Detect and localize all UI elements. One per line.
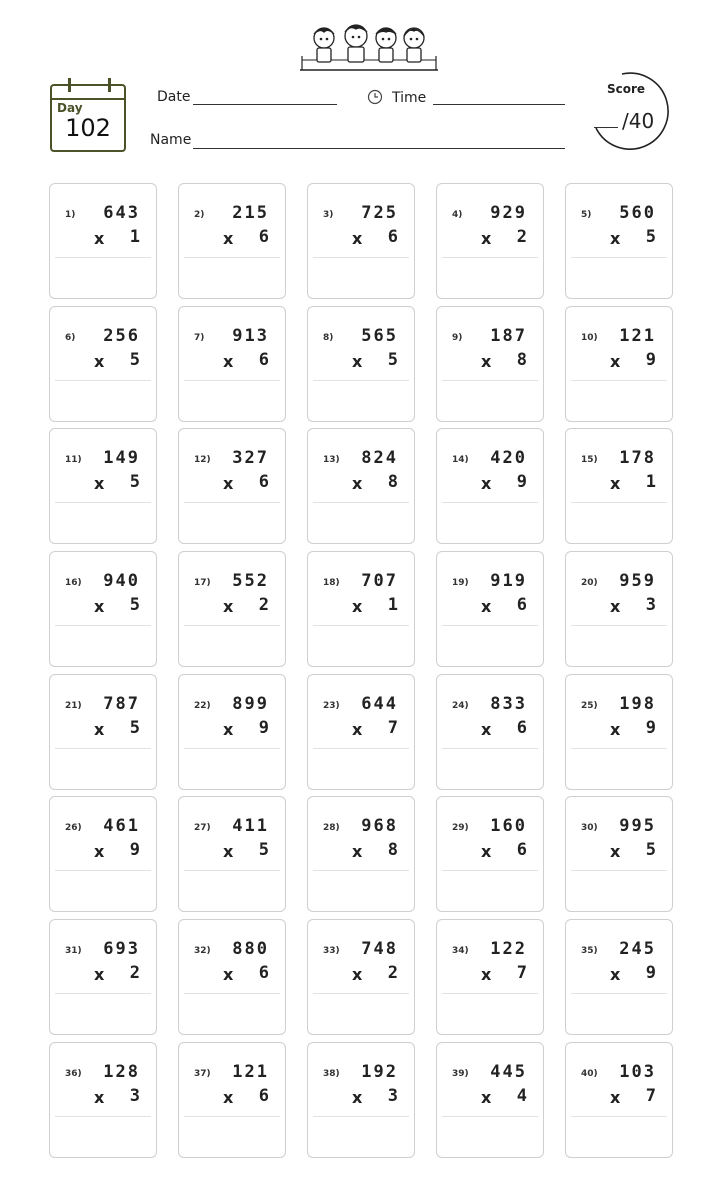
- problem-card: [307, 428, 415, 544]
- multiply-sign: x: [223, 351, 234, 371]
- problem-card: [178, 674, 286, 790]
- multiplier: 9: [129, 840, 140, 861]
- problem-card: [565, 674, 673, 790]
- answer-line[interactable]: [313, 257, 409, 258]
- answer-line[interactable]: [55, 870, 151, 871]
- multiply-sign: x: [481, 719, 492, 739]
- multiplier: 3: [387, 1085, 398, 1106]
- multiplier: 6: [516, 840, 527, 861]
- problem-card: [565, 551, 673, 667]
- multiplicand: 940: [103, 571, 140, 592]
- multiplier: 7: [387, 717, 398, 738]
- problem-card: [565, 1042, 673, 1158]
- problem-number: 23): [323, 700, 340, 711]
- multiply-sign: x: [94, 842, 105, 862]
- name-field[interactable]: [193, 148, 565, 149]
- day-number: 102: [65, 114, 111, 142]
- problem-card: [178, 919, 286, 1035]
- multiply-sign: x: [223, 965, 234, 985]
- problem-number: 34): [452, 946, 469, 957]
- multiply-sign: x: [223, 719, 234, 739]
- multiplicand: 644: [361, 693, 398, 714]
- multiplicand: 968: [361, 816, 398, 837]
- multiply-sign: x: [94, 229, 105, 248]
- multiplier: 1: [129, 227, 140, 247]
- answer-line[interactable]: [571, 870, 667, 871]
- answer-line[interactable]: [55, 380, 151, 381]
- problem-number: 7): [194, 332, 205, 343]
- multiply-sign: x: [610, 1087, 621, 1107]
- multiplier: 3: [129, 1085, 140, 1106]
- problem-number: 28): [323, 823, 340, 834]
- problem-card: [307, 796, 415, 912]
- multiplicand: 643: [103, 203, 140, 223]
- multiplicand: 121: [232, 1061, 269, 1082]
- multiplicand: 160: [490, 816, 527, 837]
- answer-line[interactable]: [442, 748, 538, 749]
- multiplicand: 122: [490, 939, 527, 960]
- problem-card: [436, 1042, 544, 1158]
- multiplier: 2: [387, 963, 398, 984]
- multiply-sign: x: [352, 597, 363, 617]
- multiplier: 9: [645, 963, 656, 984]
- problem-number: 25): [581, 700, 598, 711]
- multiplier: 6: [258, 963, 269, 984]
- multiplier: 2: [516, 227, 527, 247]
- multiplicand: 560: [619, 203, 656, 223]
- problem-number: 8): [323, 332, 334, 343]
- multiply-sign: x: [610, 719, 621, 739]
- answer-line[interactable]: [184, 625, 280, 626]
- multiplicand: 787: [103, 693, 140, 714]
- problem-grid: [49, 183, 673, 1158]
- multiply-sign: x: [352, 842, 363, 862]
- answer-line[interactable]: [55, 502, 151, 503]
- date-label: Date: [157, 89, 191, 105]
- multiplicand: 995: [619, 816, 656, 837]
- problem-number: 33): [323, 946, 340, 957]
- problem-card: [307, 183, 415, 299]
- problem-card: [49, 674, 157, 790]
- answer-line[interactable]: [184, 257, 280, 258]
- answer-line[interactable]: [571, 257, 667, 258]
- multiply-sign: x: [94, 1087, 105, 1107]
- multiplier: 2: [129, 963, 140, 984]
- problem-number: 10): [581, 332, 598, 343]
- problem-number: 1): [65, 210, 76, 220]
- problem-number: 32): [194, 946, 211, 957]
- multiply-sign: x: [94, 597, 105, 617]
- multiplier: 3: [645, 595, 656, 616]
- multiplicand: 245: [619, 939, 656, 960]
- multiply-sign: x: [610, 351, 621, 371]
- answer-line[interactable]: [313, 625, 409, 626]
- score-value: [594, 109, 664, 133]
- multiplier: 8: [387, 472, 398, 493]
- multiplier: 8: [516, 349, 527, 370]
- calendar-icon: [50, 84, 126, 152]
- answer-line[interactable]: [442, 502, 538, 503]
- multiply-sign: x: [352, 1087, 363, 1107]
- multiplicand: 121: [619, 325, 656, 346]
- multiply-sign: x: [94, 474, 105, 494]
- multiplier: 7: [516, 963, 527, 984]
- multiplier: 9: [645, 349, 656, 370]
- multiply-sign: x: [481, 351, 492, 371]
- multiplier: 8: [387, 840, 398, 861]
- multiply-sign: x: [481, 474, 492, 494]
- multiplicand: 256: [103, 325, 140, 346]
- problem-card: [178, 306, 286, 422]
- problem-card: [436, 674, 544, 790]
- answer-line[interactable]: [442, 257, 538, 258]
- multiply-sign: x: [610, 229, 621, 248]
- multiply-sign: x: [223, 842, 234, 862]
- problem-number: 9): [452, 332, 463, 343]
- multiply-sign: x: [481, 229, 492, 248]
- score-blank[interactable]: [594, 113, 618, 128]
- problem-card: [307, 551, 415, 667]
- multiplicand: 103: [619, 1061, 656, 1082]
- problem-number: 29): [452, 823, 469, 834]
- problem-card: [178, 1042, 286, 1158]
- problem-number: 20): [581, 578, 598, 589]
- multiply-sign: x: [610, 842, 621, 862]
- answer-line[interactable]: [442, 1116, 538, 1117]
- multiply-sign: x: [481, 597, 492, 617]
- multiplier: 9: [645, 717, 656, 738]
- problem-number: 17): [194, 578, 211, 589]
- time-field[interactable]: [433, 104, 565, 105]
- multiplicand: 748: [361, 939, 398, 960]
- multiplier: 2: [258, 595, 269, 616]
- multiply-sign: x: [610, 474, 621, 494]
- problem-card: [178, 796, 286, 912]
- problem-card: [436, 306, 544, 422]
- answer-line[interactable]: [184, 748, 280, 749]
- multiply-sign: x: [223, 1087, 234, 1107]
- problem-number: 22): [194, 700, 211, 711]
- multiplicand: 445: [490, 1061, 527, 1082]
- problem-card: [565, 183, 673, 299]
- answer-line[interactable]: [55, 1116, 151, 1117]
- multiply-sign: x: [352, 229, 363, 248]
- problem-number: 40): [581, 1068, 598, 1079]
- multiplier: 1: [387, 595, 398, 616]
- problem-card: [565, 428, 673, 544]
- problem-number: 15): [581, 455, 598, 466]
- multiplier: 6: [516, 595, 527, 616]
- multiplier: 5: [645, 227, 656, 247]
- problem-card: [307, 306, 415, 422]
- answer-line[interactable]: [184, 870, 280, 871]
- multiplicand: 880: [232, 939, 269, 960]
- problem-number: 36): [65, 1068, 82, 1079]
- multiplicand: 327: [232, 448, 269, 469]
- answer-line[interactable]: [55, 993, 151, 994]
- problem-card: [436, 919, 544, 1035]
- multiplicand: 725: [361, 203, 398, 223]
- problem-card: [436, 796, 544, 912]
- answer-line[interactable]: [184, 1116, 280, 1117]
- multiplier: 9: [516, 472, 527, 493]
- problem-card: [178, 428, 286, 544]
- multiply-sign: x: [94, 719, 105, 739]
- answer-line[interactable]: [313, 870, 409, 871]
- multiplicand: 128: [103, 1061, 140, 1082]
- multiplier: 1: [645, 472, 656, 493]
- multiplicand: 565: [361, 325, 398, 346]
- clock-icon: [367, 89, 383, 105]
- problem-card: [436, 183, 544, 299]
- multiplicand: 420: [490, 448, 527, 469]
- problem-card: [49, 796, 157, 912]
- date-field[interactable]: [193, 104, 337, 105]
- problem-number: 38): [323, 1068, 340, 1079]
- multiplier: 6: [387, 227, 398, 247]
- name-label: Name: [150, 132, 192, 148]
- multiplier: 6: [258, 1085, 269, 1106]
- problem-number: 2): [194, 210, 205, 220]
- worksheet-header: [0, 0, 720, 175]
- multiplicand: 913: [232, 325, 269, 346]
- multiply-sign: x: [481, 842, 492, 862]
- problem-number: 30): [581, 823, 598, 834]
- problem-card: [436, 551, 544, 667]
- answer-line[interactable]: [442, 870, 538, 871]
- multiplicand: 178: [619, 448, 656, 469]
- answer-line[interactable]: [442, 625, 538, 626]
- multiply-sign: x: [481, 965, 492, 985]
- multiply-sign: x: [610, 597, 621, 617]
- problem-card: [49, 183, 157, 299]
- multiplier: 6: [516, 717, 527, 738]
- problem-number: 24): [452, 700, 469, 711]
- multiply-sign: x: [352, 719, 363, 739]
- multiply-sign: x: [223, 474, 234, 494]
- problem-number: 31): [65, 946, 82, 957]
- score-total: /40: [622, 109, 655, 133]
- problem-number: 6): [65, 332, 76, 343]
- problem-card: [178, 183, 286, 299]
- problem-number: 4): [452, 210, 463, 220]
- multiplier: 6: [258, 349, 269, 370]
- problem-card: [178, 551, 286, 667]
- problem-number: 18): [323, 578, 340, 589]
- problem-card: [565, 306, 673, 422]
- problem-card: [436, 428, 544, 544]
- multiplicand: 215: [232, 203, 269, 223]
- multiplier: 6: [258, 227, 269, 247]
- multiply-sign: x: [352, 965, 363, 985]
- score-title: Score: [606, 82, 646, 96]
- answer-line[interactable]: [571, 748, 667, 749]
- problem-number: 16): [65, 578, 82, 589]
- multiplicand: 187: [490, 325, 527, 346]
- problem-card: [565, 919, 673, 1035]
- multiplicand: 461: [103, 816, 140, 837]
- answer-line[interactable]: [184, 380, 280, 381]
- problem-card: [307, 674, 415, 790]
- problem-number: 26): [65, 823, 82, 834]
- multiplicand: 707: [361, 571, 398, 592]
- problem-card: [307, 1042, 415, 1158]
- problem-number: 3): [323, 210, 334, 220]
- multiplier: 5: [129, 717, 140, 738]
- multiply-sign: x: [94, 351, 105, 371]
- multiply-sign: x: [481, 1087, 492, 1107]
- answer-line[interactable]: [571, 625, 667, 626]
- problem-number: 19): [452, 578, 469, 589]
- answer-line[interactable]: [313, 993, 409, 994]
- multiplier: 5: [387, 349, 398, 370]
- multiplicand: 824: [361, 448, 398, 469]
- answer-line[interactable]: [313, 502, 409, 503]
- multiplicand: 959: [619, 571, 656, 592]
- multiplicand: 192: [361, 1061, 398, 1082]
- problem-number: 37): [194, 1068, 211, 1079]
- problem-card: [49, 551, 157, 667]
- problem-number: 21): [65, 700, 82, 711]
- answer-line[interactable]: [184, 993, 280, 994]
- problem-number: 13): [323, 455, 340, 466]
- multiplier: 9: [258, 717, 269, 738]
- multiply-sign: x: [94, 965, 105, 985]
- multiplier: 5: [129, 349, 140, 370]
- multiplicand: 899: [232, 693, 269, 714]
- problem-number: 12): [194, 455, 211, 466]
- answer-line[interactable]: [571, 502, 667, 503]
- answer-line[interactable]: [55, 748, 151, 749]
- answer-line[interactable]: [184, 502, 280, 503]
- multiplicand: 693: [103, 939, 140, 960]
- multiplier: 7: [645, 1085, 656, 1106]
- problem-number: 39): [452, 1068, 469, 1079]
- answer-line[interactable]: [571, 993, 667, 994]
- answer-line[interactable]: [313, 748, 409, 749]
- problem-card: [307, 919, 415, 1035]
- problem-number: 27): [194, 823, 211, 834]
- problem-card: [49, 1042, 157, 1158]
- answer-line[interactable]: [571, 380, 667, 381]
- problem-card: [49, 919, 157, 1035]
- multiplicand: 833: [490, 693, 527, 714]
- problem-number: 11): [65, 455, 82, 466]
- answer-line[interactable]: [313, 380, 409, 381]
- answer-line[interactable]: [55, 625, 151, 626]
- answer-line[interactable]: [313, 1116, 409, 1117]
- multiplier: 4: [516, 1085, 527, 1106]
- multiplier: 6: [258, 472, 269, 493]
- answer-line[interactable]: [571, 1116, 667, 1117]
- problem-card: [565, 796, 673, 912]
- children-illustration: [298, 20, 440, 74]
- multiplier: 5: [129, 472, 140, 493]
- answer-line[interactable]: [442, 993, 538, 994]
- multiply-sign: x: [223, 229, 234, 248]
- multiplicand: 411: [232, 816, 269, 837]
- multiplicand: 149: [103, 448, 140, 469]
- day-label: Day: [57, 101, 83, 115]
- multiply-sign: x: [610, 965, 621, 985]
- multiplicand: 552: [232, 571, 269, 592]
- multiplier: 5: [645, 840, 656, 861]
- answer-line[interactable]: [442, 380, 538, 381]
- problem-card: [49, 306, 157, 422]
- multiplier: 5: [129, 595, 140, 616]
- multiplicand: 198: [619, 693, 656, 714]
- time-label: Time: [392, 90, 427, 106]
- multiply-sign: x: [352, 351, 363, 371]
- multiply-sign: x: [223, 597, 234, 617]
- multiplicand: 929: [490, 203, 527, 223]
- answer-line[interactable]: [55, 257, 151, 258]
- problem-number: 5): [581, 210, 592, 220]
- problem-number: 14): [452, 455, 469, 466]
- multiplier: 5: [258, 840, 269, 861]
- multiply-sign: x: [352, 474, 363, 494]
- problem-number: 35): [581, 946, 598, 957]
- problem-card: [49, 428, 157, 544]
- multiplicand: 919: [490, 571, 527, 592]
